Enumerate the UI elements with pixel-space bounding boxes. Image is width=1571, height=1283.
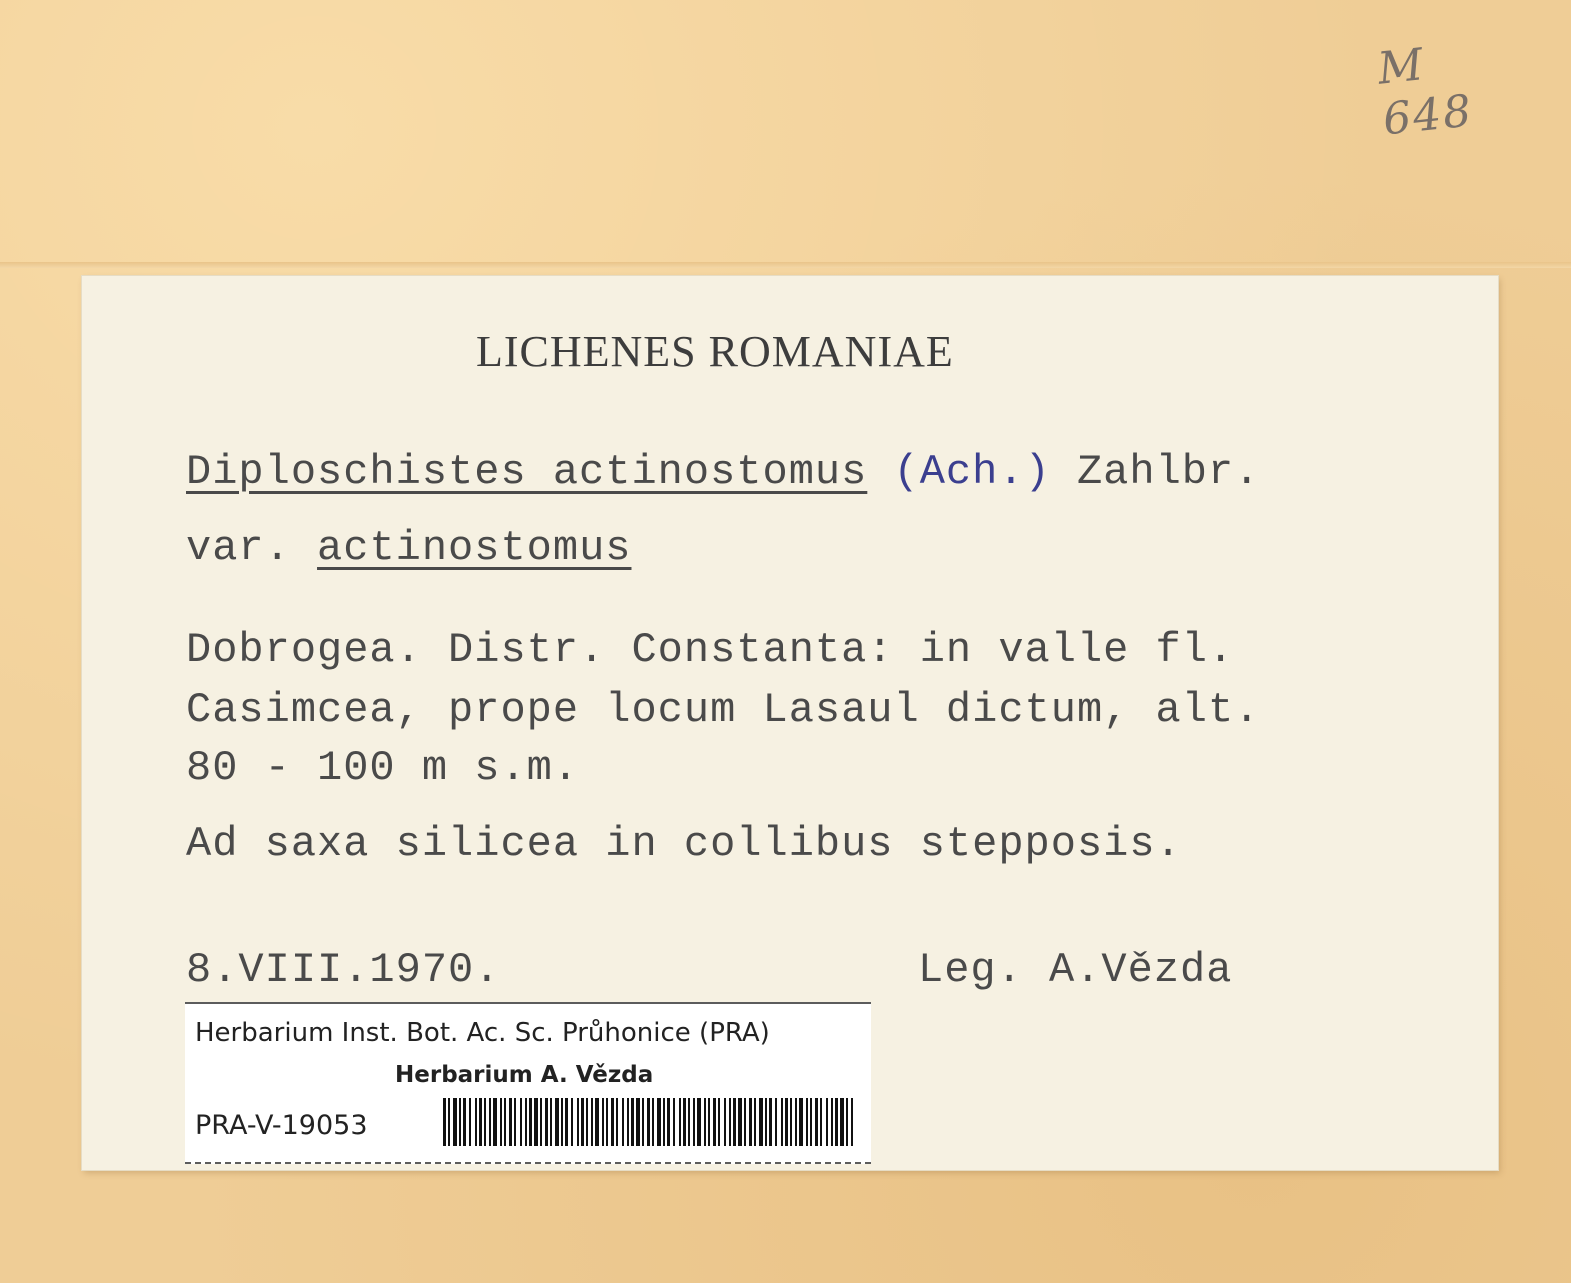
species-name: Diploschistes actinostomus	[186, 448, 868, 496]
habitat-text: Ad saxa silicea in collibus stepposis.	[186, 820, 1182, 868]
institution-name: Herbarium Inst. Bot. Ac. Sc. Průhonice (PRA)	[195, 1018, 770, 1048]
barcode-icon	[443, 1098, 853, 1146]
variety-name: actinostomus	[317, 524, 632, 572]
species-line	[186, 448, 1260, 496]
variety-prefix: var.	[186, 524, 318, 572]
barcode-sticker	[185, 1002, 871, 1164]
species-author: Zahlbr.	[1050, 448, 1261, 496]
herbarium-name: Herbarium A. Vězda	[395, 1062, 654, 1088]
collector-name: Leg. A.Vězda	[918, 946, 1233, 994]
label-title: LICHENES ROMANIAE	[476, 327, 954, 376]
handwritten-catalog-number: M 648	[1375, 39, 1476, 146]
locality-line-3: 80 - 100 m s.m.	[186, 744, 580, 792]
variety-line	[186, 524, 631, 572]
folder-fold	[0, 262, 1571, 268]
species-author-bracket: (Ach.)	[867, 448, 1051, 496]
locality-line-2: Casimcea, prope locum Lasaul dictum, alt.	[186, 686, 1261, 734]
locality-line-1: Dobrogea. Distr. Constanta: in valle fl.	[186, 626, 1235, 674]
specimen-id: PRA-V-19053	[195, 1110, 368, 1141]
collection-date: 8.VIII.1970.	[186, 946, 501, 994]
